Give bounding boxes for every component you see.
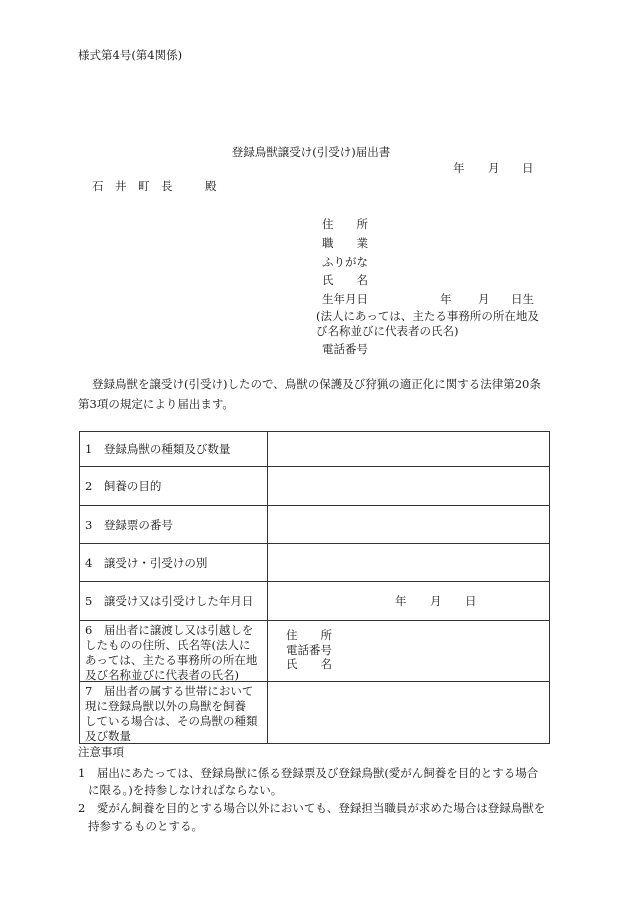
row-label-text: 3 登録票の番号: [85, 517, 173, 532]
row-label: [80, 582, 268, 620]
row-label-line: 7 届出者の属する世帯において: [85, 684, 254, 698]
table-row: [80, 505, 549, 543]
transferor-phone-label: 電話番号: [286, 642, 332, 657]
row-label: [80, 544, 268, 581]
row-label-text: 1 登録鳥獣の種類及び数量: [85, 442, 231, 456]
table-row: [80, 543, 549, 581]
body-line: 登録鳥獣を譲受け(引受け)したので、鳥獣の保護及び狩猟の適正化に関する法律第20条: [92, 377, 541, 391]
applicant-birth-year: 年: [440, 292, 452, 306]
row-label-text: 4 譲受け・引受けの別: [85, 555, 208, 570]
row-value-cell: [268, 506, 549, 543]
row-label: [80, 621, 268, 681]
notes-heading: 注意事項: [78, 745, 124, 759]
applicant-birth-month: 月: [478, 292, 490, 306]
note-line: 2 愛がん飼養を目的とする場合以外においても、登録担当職員が求めた場合は登録鳥獣を: [78, 801, 546, 815]
note-line: に限る。)を持参しなければならない。: [88, 783, 283, 797]
row-label: [80, 467, 268, 505]
applicant-name-label: 氏 名: [322, 273, 368, 287]
row-label-text: 5 譲受け又は引受けした年月日: [85, 594, 254, 608]
row-label-line: あっては、主たる事務所の所在地: [85, 653, 258, 667]
date-day: 日: [522, 161, 534, 175]
row-value-cell: [268, 432, 549, 466]
table-row: [80, 681, 549, 743]
applicant-birthdate-label: 生年月日: [322, 292, 368, 306]
row-label-line: している場合は、その鳥獣の種類: [85, 714, 258, 728]
table-row: [80, 581, 549, 620]
applicant-occupation-label: 職 業: [322, 236, 368, 250]
applicant-birth-day: 日生: [511, 292, 534, 306]
row-value-cell: [268, 582, 549, 620]
transferor-address-label: 住 所: [286, 628, 332, 642]
row-value-cell: [268, 682, 549, 743]
row-label: [80, 506, 268, 543]
table-row: [80, 466, 549, 505]
applicant-furigana-label: ふりがな: [322, 255, 368, 269]
transfer-date-month: 月: [430, 594, 442, 608]
addressee-honorific: 殿: [205, 179, 217, 193]
row-label: [80, 682, 268, 743]
note-line: 1 届出にあたっては、登録鳥獣に係る登録票及び登録鳥獣(愛がん飼養を目的とする場合: [78, 766, 539, 780]
form-title: 登録鳥獣譲受け(引受け)届出書: [231, 145, 391, 159]
form-number: 様式第4号(第4関係): [78, 48, 183, 62]
table-row: [80, 432, 549, 466]
row-label-line: 6 届出者に譲渡し又は引越しを: [85, 623, 254, 637]
note-line: 持参するものとする。: [88, 819, 203, 833]
applicant-phone-label: 電話番号: [322, 342, 368, 356]
row-label-text: 2 飼養の目的: [85, 479, 162, 493]
body-line: 第3項の規定により届出ます。: [78, 397, 234, 411]
transferor-name-label: 氏 名: [286, 657, 332, 671]
row-value-cell: [268, 621, 549, 681]
applicant-corporate-note-line: び名称並びに代表者の氏名): [316, 324, 459, 338]
date-month: 月: [488, 161, 500, 175]
applicant-address-label: 住 所: [322, 217, 368, 231]
row-value-cell: [268, 467, 549, 505]
applicant-corporate-note-line: (法人にあっては、主たる事務所の所在地及: [316, 309, 539, 323]
date-year: 年: [453, 161, 465, 175]
transfer-date-day: 日: [465, 594, 477, 608]
table-row: [80, 620, 549, 681]
addressee-name: 石 井 町 長: [92, 179, 173, 193]
transfer-date-year: 年: [395, 594, 407, 608]
row-value-cell: [268, 544, 549, 581]
notification-table: [79, 431, 550, 744]
row-label-line: 及び数量: [85, 729, 131, 743]
row-label-line: したものの住所、氏名等(法人に: [85, 638, 251, 652]
row-label-line: 現に登録鳥獣以外の鳥獣を飼養: [85, 699, 246, 713]
row-label: [80, 432, 268, 466]
row-label-line: 及び名称並びに代表者の氏名): [85, 668, 239, 682]
